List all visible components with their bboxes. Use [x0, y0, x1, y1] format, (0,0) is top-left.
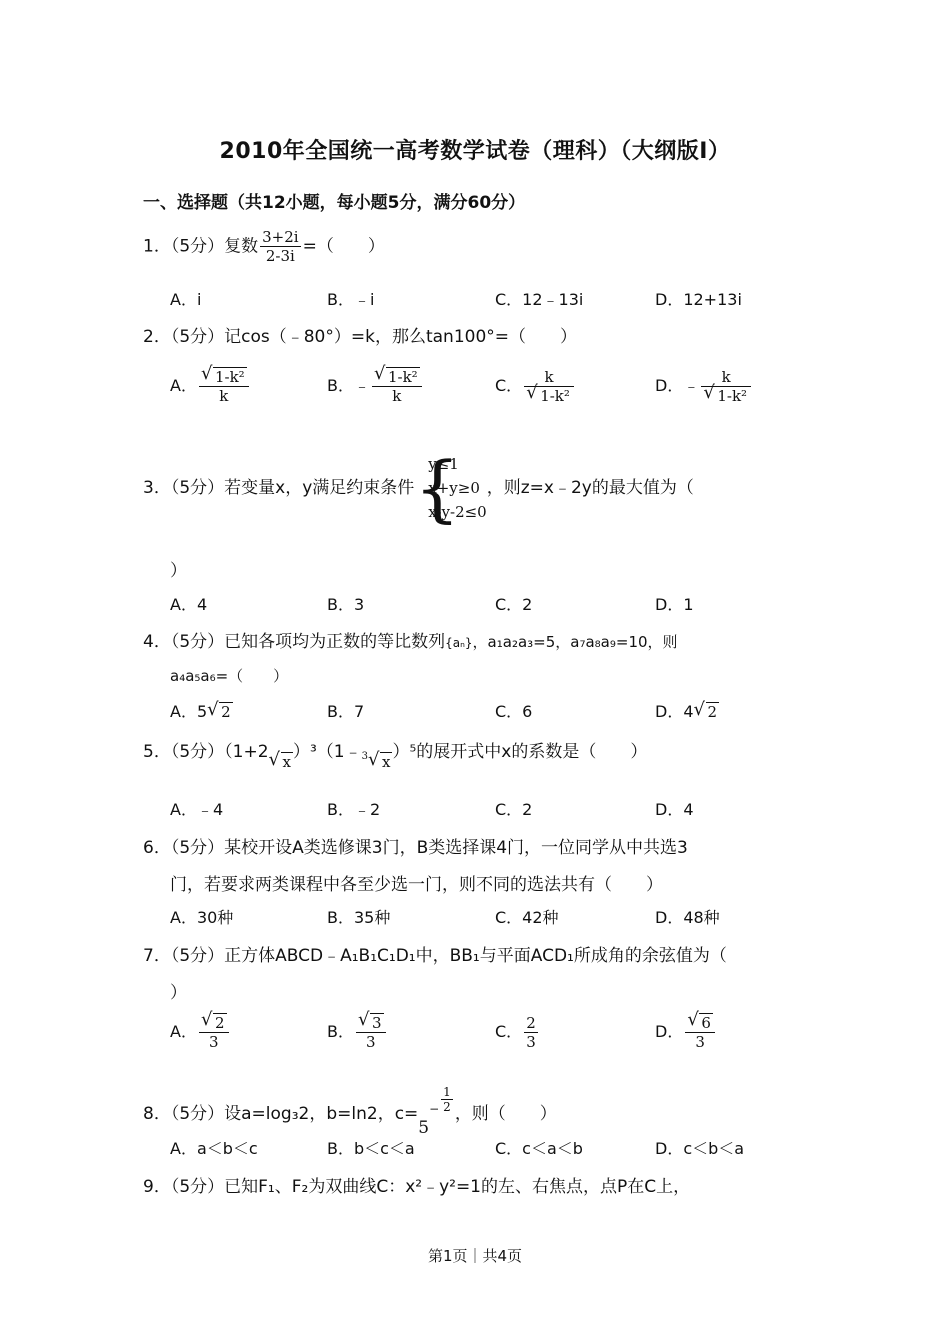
section-heading: 一、选择题（共12小题，每小题5分，满分60分）: [143, 193, 526, 213]
q4-option-b: B．7: [327, 702, 365, 721]
q3-option-a: A．4: [170, 595, 208, 614]
q7-option-c: C． $\frac{2}{3}$: [495, 1014, 536, 1051]
q5-option-a: A．﹣4: [170, 800, 224, 819]
page-footer: 第1页｜共4页: [427, 1247, 523, 1265]
q5-option-b: B．﹣2: [327, 800, 381, 819]
q4-option-a: A．5√ 2: [170, 699, 233, 722]
q2-option-c: C． k √ 1-k²: [495, 368, 576, 405]
exam-title: 2010年全国统一高考数学试卷（理科）（大纲版Ⅰ）: [219, 139, 731, 164]
question-3: 3．（5分）若变量x，y满足约束条件 { y≤1 x+y≥0 x-y-2≤0 ，则z=x﹣2y的最大值为（: [143, 452, 694, 524]
question-4: 4．（5分）已知各项均为正数的等比数列{aₙ}，a₁a₂a₃=5，a₇a₈a₉=10，则: [143, 632, 678, 652]
q1-fraction: $\frac{3+2i}{2-3i}$: [262, 228, 299, 265]
question-9: 9．（5分）已知F₁、F₂为双曲线C：x²﹣y²=1的左、右焦点，点P在C上，: [143, 1177, 691, 1197]
q3-constraints: { y≤1 x+y≥0 x-y-2≤0: [414, 452, 486, 524]
question-1: 1．（5分）复数 $\frac{3+2i}{2-3i}$ =（ ）: [143, 228, 385, 265]
question-2: 2．（5分）记cos（﹣80°）=k，那么tan100°=（ ）: [143, 327, 578, 347]
q6-line-2: 门，若要求两类课程中各至少选一门，则不同的选法共有（ ）: [170, 875, 663, 895]
q2-option-d: D．﹣ k √ 1-k²: [655, 368, 753, 405]
q1-option-b: B．﹣i: [327, 290, 375, 309]
q2-option-a: A． √ $\frac{\text{1-k²}}{k}$: [170, 368, 251, 405]
q8-option-d: D．c＜b＜a: [655, 1139, 745, 1158]
question-8: 8．（5分）设a=log₃2，b=ln2，c=5− $\frac{1}{2}$ ，则（ ）: [143, 1085, 557, 1138]
q2-option-b: B．﹣ √ $\frac{\text{1-k²}}{k}$: [327, 368, 424, 405]
q7-option-b: B． √ $\frac{3}{3}$: [327, 1014, 388, 1051]
q7-option-a: A． √ $\frac{2}{3}$: [170, 1014, 231, 1051]
question-5: 5．（5分）（1+2√ x ）³（1﹣$^3$√ x ）⁵的展开式中x的系数是（ ）: [143, 737, 647, 772]
q3-option-b: B．3: [327, 595, 365, 614]
q8-option-b: B．b＜c＜a: [327, 1139, 415, 1158]
q5-option-c: C．2: [495, 800, 533, 819]
q4-option-c: C．6: [495, 702, 533, 721]
q8-option-c: C．c＜a＜b: [495, 1139, 583, 1158]
q5-option-d: D．4: [655, 800, 694, 819]
q1-stem: 1．（5分）复数: [143, 236, 259, 257]
q7-option-d: D． √ $\frac{6}{3}$: [655, 1014, 717, 1051]
q4-line-2: a₄a₅a₆=（ ）: [170, 667, 289, 685]
q6-option-b: B．35种: [327, 908, 391, 927]
q1-option-d: D．12+13i: [655, 290, 742, 309]
q6-option-d: D．48种: [655, 908, 720, 927]
q8-option-a: A．a＜b＜c: [170, 1139, 258, 1158]
q3-close: ）: [170, 561, 187, 581]
q3-option-d: D．1: [655, 595, 694, 614]
q1-option-a: A．i: [170, 290, 202, 309]
q1-option-c: C．12﹣13i: [495, 290, 584, 309]
q4-option-d: D．4√ 2: [655, 699, 719, 722]
question-7: 7．（5分）正方体ABCD﹣A₁B₁C₁D₁中，BB₁与平面ACD₁所成角的余弦值为（: [143, 946, 727, 966]
q6-option-c: C．42种: [495, 908, 559, 927]
q6-option-a: A．30种: [170, 908, 234, 927]
question-6: 6．（5分）某校开设A类选修课3门，B类选择课4门，一位同学从中共选3: [143, 838, 688, 858]
q7-close: ）: [170, 983, 187, 1003]
q3-option-c: C．2: [495, 595, 533, 614]
